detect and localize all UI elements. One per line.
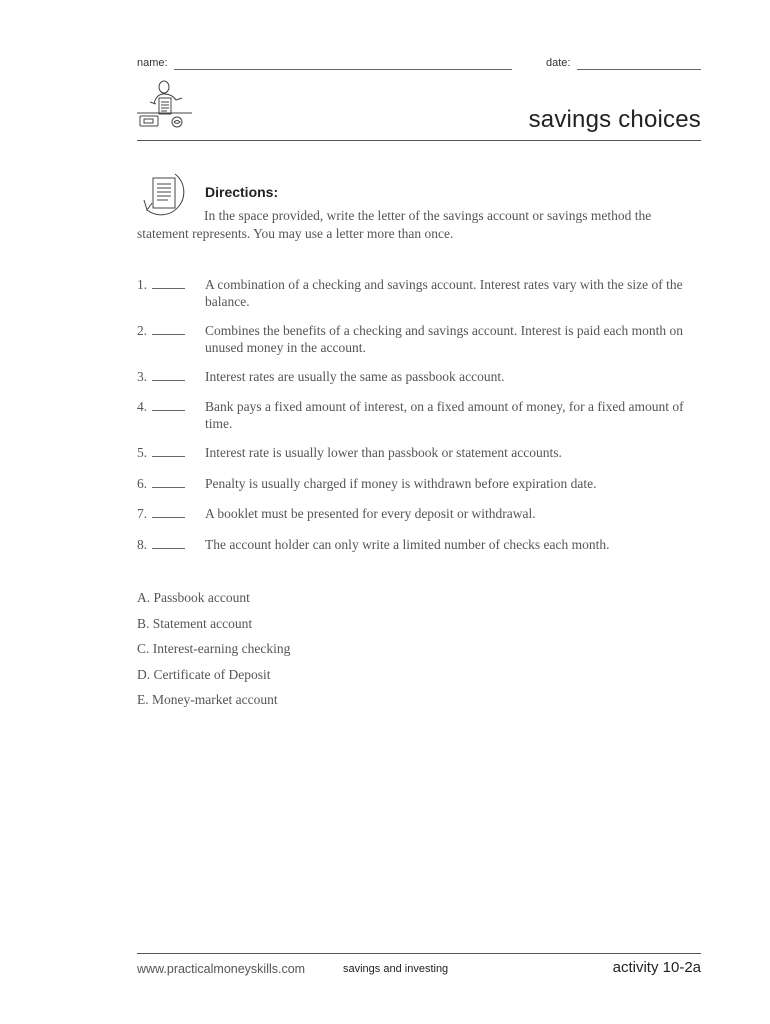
answer-blank[interactable] xyxy=(152,334,185,335)
answer-blank[interactable] xyxy=(152,517,185,518)
option-letter: E. xyxy=(137,692,149,707)
teacher-at-desk-icon xyxy=(136,78,196,139)
name-field[interactable] xyxy=(174,69,512,70)
question-text: A booklet must be presented for every deposit or withdrawal. xyxy=(205,506,536,521)
question-number: 2. xyxy=(137,323,148,338)
answer-blank[interactable] xyxy=(152,548,185,549)
answer-option xyxy=(137,639,290,665)
page-title: savings choices xyxy=(528,106,701,133)
answer-options xyxy=(137,588,290,716)
footer-website-link[interactable]: www.practicalmoneyskills.com xyxy=(137,962,306,976)
answer-blank[interactable] xyxy=(152,380,185,381)
question-text: Bank pays a fixed amount of interest, on a fixed amount of money, for a fixed amount of time. xyxy=(205,399,684,431)
answer-option xyxy=(137,588,290,614)
answer-blank[interactable] xyxy=(152,487,185,488)
footer-subject: savings and investing xyxy=(343,963,449,975)
directions-text: In the space provided, write the letter of the savings account or savings method the statement represents. You may use a letter more than once. xyxy=(137,208,652,241)
answer-option xyxy=(137,614,290,640)
date-label: date: xyxy=(546,57,571,69)
answer-blank[interactable] xyxy=(152,288,185,289)
option-letter: C. xyxy=(137,641,150,656)
question-number: 5. xyxy=(137,445,148,460)
question-text: Combines the benefits of a checking and savings account. Interest is paid each month on unused money in the account. xyxy=(205,323,683,355)
question-number: 8. xyxy=(137,537,148,552)
question-number: 4. xyxy=(137,399,148,414)
option-text: Interest-earning checking xyxy=(152,641,291,656)
name-label: name: xyxy=(137,57,168,69)
question-number: 1. xyxy=(137,277,148,292)
option-text: Statement account xyxy=(152,615,253,631)
answer-blank[interactable] xyxy=(152,456,185,457)
answer-blank[interactable] xyxy=(152,410,185,411)
answer-option xyxy=(137,690,290,716)
option-letter: A. xyxy=(137,590,151,605)
question-number: 6. xyxy=(137,476,148,491)
header-divider xyxy=(137,140,701,141)
option-letter: D. xyxy=(137,666,151,682)
question-text: The account holder can only write a limited number of checks each month. xyxy=(205,537,610,552)
option-text: Passbook account xyxy=(153,590,250,605)
question-number: 7. xyxy=(137,506,148,521)
option-letter: B. xyxy=(137,615,150,631)
directions-heading: Directions: xyxy=(205,184,279,200)
answer-option xyxy=(137,665,290,691)
option-text: Certificate of Deposit xyxy=(153,666,271,682)
date-field[interactable] xyxy=(577,69,701,70)
question-text: Interest rate is usually lower than passbook or statement accounts. xyxy=(205,445,562,460)
question-number: 3. xyxy=(137,369,148,384)
question-text: Interest rates are usually the same as passbook account. xyxy=(205,369,505,384)
footer-divider xyxy=(137,953,701,954)
activity-number: activity 10-2a xyxy=(612,959,701,976)
question-text: Penalty is usually charged if money is withdrawn before expiration date. xyxy=(205,476,597,491)
option-text: Money-market account xyxy=(152,692,278,707)
question-text: A combination of a checking and savings account. Interest rates vary with the size of the balance. xyxy=(205,277,683,309)
